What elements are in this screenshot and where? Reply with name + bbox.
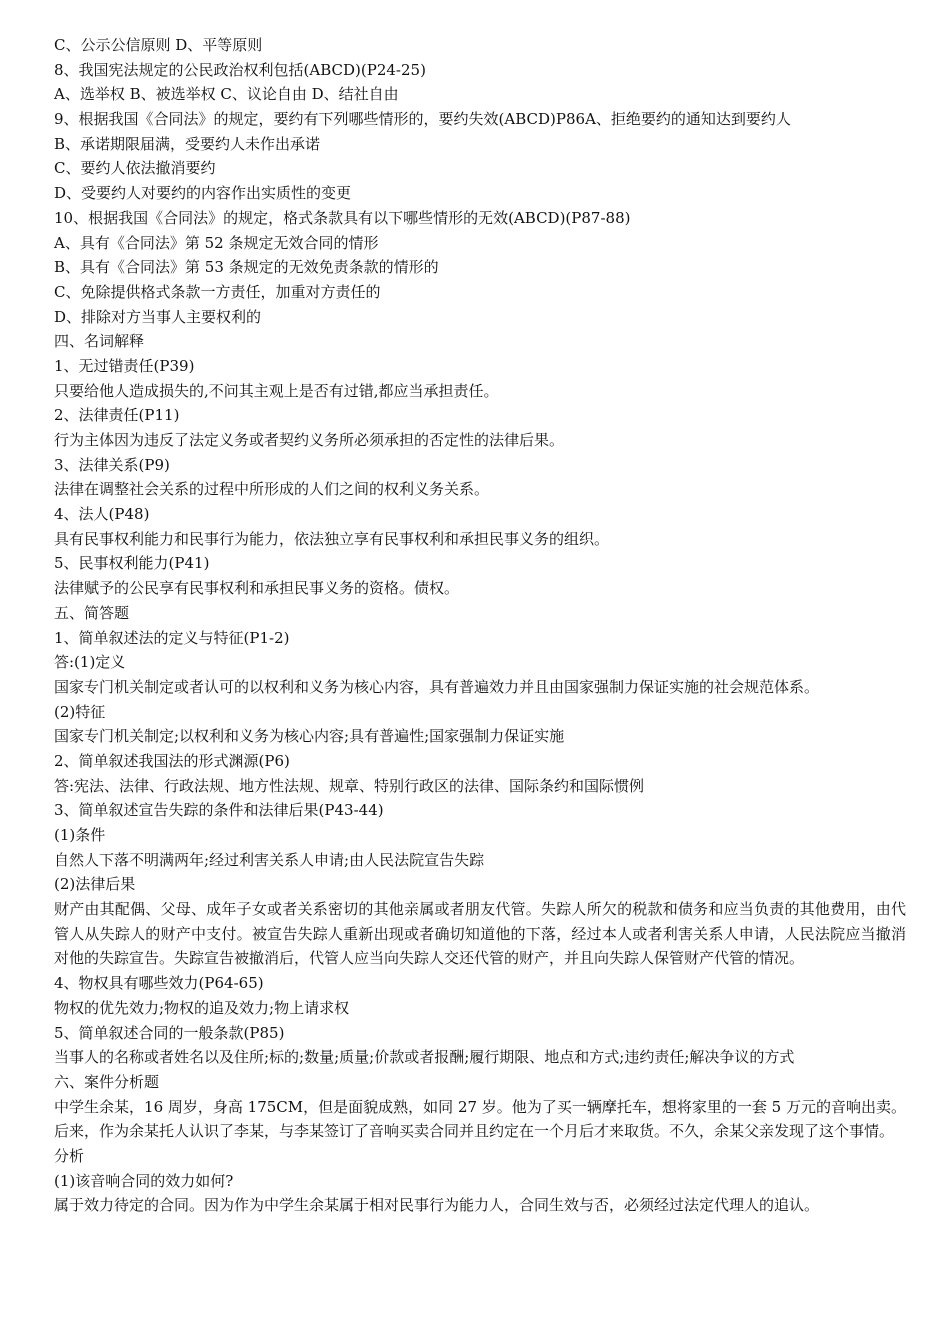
text-line: D、受要约人对要约的内容作出实质性的变更: [54, 184, 352, 203]
text-line: (2)特征: [54, 702, 106, 721]
paragraph: 财产由其配偶、父母、成年子女或者关系密切的其他亲属或者朋友代管。失踪人所欠的税款和债务和应当负责的其他费用，由代管人从失踪人的财产中支付。被宣告失踪人重新出现或者确切知道他的下落，经过本人或者利害关系人申请，人民法院应当撤消对他的失踪宣告。失踪宣告被撤消后，代管人应当向失踪人交还代管的财产，并且向失踪人保管财产代管的情况。: [54, 900, 906, 968]
question-heading: 8、我国宪法规定的公民政治权利包括(ABCD)(P24-25): [54, 60, 426, 79]
section-heading: 四、名词解释: [54, 332, 145, 351]
text-line: 物权的优先效力;物权的追及效力;物上请求权: [54, 998, 350, 1017]
question-heading: 5、简单叙述合同的一般条款(P85): [54, 1023, 285, 1042]
text-line: A、选举权 B、被选举权 C、议论自由 D、结社自由: [54, 85, 399, 104]
term-heading: 1、无过错责任(P39): [54, 356, 195, 375]
text-line: 法律赋予的公民享有民事权利和承担民事义务的资格。债权。: [54, 579, 460, 598]
question-heading: 9、根据我国《合同法》的规定，要约有下列哪些情形的，要约失效(ABCD)P86A、拒绝要约的通知达到要约人: [54, 110, 791, 129]
question-heading: 4、物权具有哪些效力(P64-65): [54, 974, 264, 993]
text-line: (1)条件: [54, 826, 106, 845]
section-heading: 六、案件分析题: [54, 1072, 160, 1091]
text-line: A、具有《合同法》第 52 条规定无效合同的情形: [54, 233, 379, 252]
text-line: 行为主体因为违反了法定义务或者契约义务所必须承担的否定性的法律后果。: [54, 431, 565, 449]
term-heading: 2、法律责任(P11): [54, 406, 180, 425]
text-line: 当事人的名称或者姓名以及住所;标的;数量;质量;价款或者报酬;履行期限、地点和方式;违约责任;解决争议的方式: [54, 1048, 795, 1067]
paragraph: 中学生余某，16 周岁，身高 175CM，但是面貌成熟，如同 27 岁。他为了买一辆摩托车，想将家里的一套 5 万元的音响出卖。后来，作为余某托人认识了李某，与李某签订了音响买卖合同并且约定在一个月后才来取货。不久，余某父亲发现了这个事情。: [54, 1097, 906, 1141]
question-heading: (1)该音响合同的效力如何?: [54, 1171, 234, 1190]
text-line: C、公示公信原则 D、平等原则: [54, 36, 263, 54]
term-heading: 5、民事权利能力(P41): [54, 554, 210, 573]
text-line: 国家专门机关制定或者认可的以权利和义务为核心内容，具有普遍效力并且由国家强制力保证实施的社会规范体系。: [54, 677, 820, 696]
text-line: 答:(1)定义: [54, 653, 126, 672]
text-line: 具有民事权利能力和民事行为能力，依法独立享有民事权利和承担民事义务的组织。: [54, 529, 610, 548]
text-line: 自然人下落不明满两年;经过利害关系人申请;由人民法院宣告失踪: [54, 850, 485, 869]
text-line: (2)法律后果: [54, 875, 136, 894]
document-page: [54, 33, 906, 1218]
text-line: 法律在调整社会关系的过程中所形成的人们之间的权利义务关系。: [54, 480, 490, 499]
text-line: C、免除提供格式条款一方责任，加重对方责任的: [54, 282, 381, 301]
text-line: B、承诺期限届满，受要约人未作出承诺: [54, 134, 321, 153]
text-line: B、具有《合同法》第 53 条规定的无效免责条款的情形的: [54, 258, 439, 277]
text-line: 分析: [54, 1147, 85, 1166]
section-heading: 五、简答题: [54, 603, 130, 622]
question-heading: 1、简单叙述法的定义与特征(P1-2): [54, 628, 290, 647]
text-line: 只要给他人造成损失的,不问其主观上是否有过错,都应当承担责任。: [54, 381, 499, 400]
text-line: D、排除对方当事人主要权利的: [54, 307, 262, 326]
term-heading: 4、法人(P48): [54, 505, 150, 524]
text-line: 属于效力待定的合同。因为作为中学生余某属于相对民事行为能力人，合同生效与否，必须经过法定代理人的追认。: [54, 1196, 820, 1215]
text-line: C、要约人依法撤消要约: [54, 159, 216, 178]
text-line: 国家专门机关制定;以权利和义务为核心内容;具有普遍性;国家强制力保证实施: [54, 727, 565, 746]
question-heading: 2、简单叙述我国法的形式渊源(P6): [54, 751, 290, 770]
text-line: 答:宪法、法律、行政法规、地方性法规、规章、特别行政区的法律、国际条约和国际惯例: [54, 776, 645, 795]
term-heading: 3、法律关系(P9): [54, 455, 170, 474]
question-heading: 10、根据我国《合同法》的规定，格式条款具有以下哪些情形的无效(ABCD)(P87-88): [54, 208, 631, 227]
question-heading: 3、简单叙述宣告失踪的条件和法律后果(P43-44): [54, 801, 384, 820]
